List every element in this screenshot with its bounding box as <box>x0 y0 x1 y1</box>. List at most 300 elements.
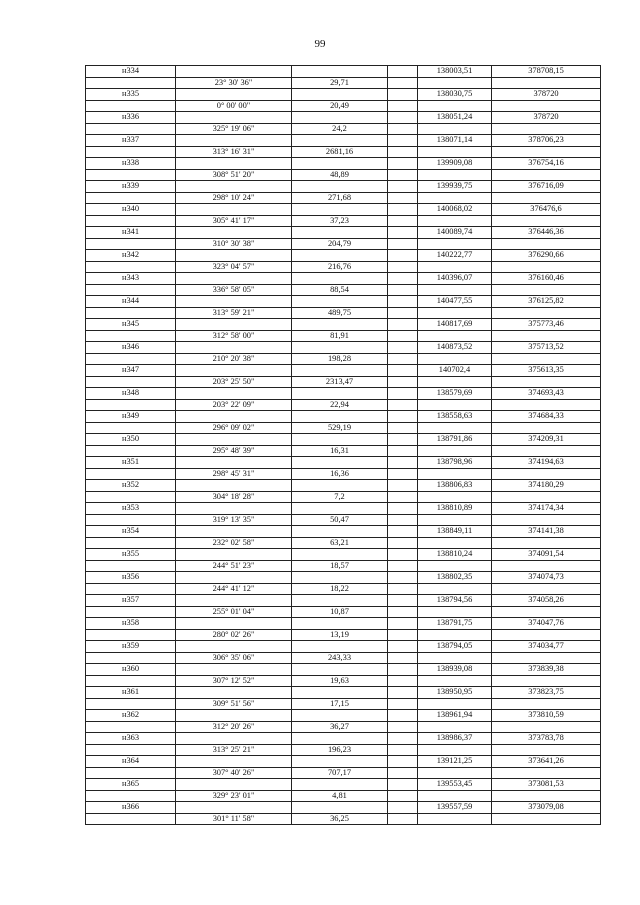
empty-cell <box>418 100 492 112</box>
empty-cell <box>388 629 418 641</box>
empty-cell <box>176 158 292 170</box>
y-coordinate: 374141,38 <box>492 526 601 538</box>
segment-length: 204,79 <box>292 238 388 250</box>
segment-row <box>86 100 601 112</box>
empty-cell <box>388 790 418 802</box>
empty-cell <box>418 399 492 411</box>
x-coordinate: 138939,08 <box>418 664 492 676</box>
x-coordinate: 140817,69 <box>418 319 492 331</box>
y-coordinate: 373823,75 <box>492 687 601 699</box>
empty-cell <box>418 744 492 756</box>
empty-cell <box>292 227 388 239</box>
point-row <box>86 526 601 538</box>
empty-cell <box>418 560 492 572</box>
point-name: н353 <box>86 503 176 515</box>
x-coordinate: 140089,74 <box>418 227 492 239</box>
empty-cell <box>418 215 492 227</box>
empty-cell <box>176 296 292 308</box>
segment-row <box>86 353 601 365</box>
empty-cell <box>388 319 418 331</box>
segment-length: 196,23 <box>292 744 388 756</box>
x-coordinate: 138986,37 <box>418 733 492 745</box>
segment-length: 24,2 <box>292 123 388 135</box>
direction-angle: 312° 20' 26" <box>176 721 292 733</box>
empty-cell <box>388 606 418 618</box>
segment-row <box>86 261 601 273</box>
point-name: н355 <box>86 549 176 561</box>
segment-row <box>86 330 601 342</box>
empty-cell <box>86 813 176 825</box>
segment-row <box>86 744 601 756</box>
empty-cell <box>388 169 418 181</box>
empty-cell <box>86 721 176 733</box>
empty-cell <box>492 514 601 526</box>
empty-cell <box>176 227 292 239</box>
empty-cell <box>492 698 601 710</box>
y-coordinate: 374209,31 <box>492 434 601 446</box>
empty-cell <box>86 698 176 710</box>
direction-angle: 305° 41' 17" <box>176 215 292 227</box>
empty-cell <box>292 572 388 584</box>
empty-cell <box>388 537 418 549</box>
x-coordinate: 140396,07 <box>418 273 492 285</box>
empty-cell <box>86 353 176 365</box>
x-coordinate: 138003,51 <box>418 66 492 78</box>
empty-cell <box>388 238 418 250</box>
empty-cell <box>418 77 492 89</box>
direction-angle: 244° 51' 23" <box>176 560 292 572</box>
empty-cell <box>388 618 418 630</box>
direction-angle: 312° 58' 00" <box>176 330 292 342</box>
segment-length: 13,19 <box>292 629 388 641</box>
segment-length: 48,89 <box>292 169 388 181</box>
empty-cell <box>492 376 601 388</box>
empty-cell <box>86 146 176 158</box>
empty-cell <box>176 802 292 814</box>
empty-cell <box>86 284 176 296</box>
x-coordinate: 139553,45 <box>418 779 492 791</box>
empty-cell <box>388 572 418 584</box>
empty-cell <box>86 629 176 641</box>
direction-angle: 308° 51' 20" <box>176 169 292 181</box>
point-row <box>86 572 601 584</box>
y-coordinate: 378720 <box>492 89 601 101</box>
direction-angle: 203° 25' 50" <box>176 376 292 388</box>
point-name: н362 <box>86 710 176 722</box>
empty-cell <box>418 353 492 365</box>
empty-cell <box>292 733 388 745</box>
empty-cell <box>388 480 418 492</box>
empty-cell <box>418 330 492 342</box>
empty-cell <box>492 790 601 802</box>
empty-cell <box>292 411 388 423</box>
coordinates-table <box>85 65 601 825</box>
empty-cell <box>86 215 176 227</box>
point-row <box>86 204 601 216</box>
empty-cell <box>388 710 418 722</box>
empty-cell <box>176 342 292 354</box>
empty-cell <box>86 537 176 549</box>
empty-cell <box>492 261 601 273</box>
y-coordinate: 376754,16 <box>492 158 601 170</box>
segment-row <box>86 514 601 526</box>
segment-row <box>86 813 601 825</box>
point-name: н351 <box>86 457 176 469</box>
direction-angle: 301° 11' 58" <box>176 813 292 825</box>
coordinates-table-body <box>86 66 601 825</box>
empty-cell <box>292 112 388 124</box>
segment-row <box>86 376 601 388</box>
empty-cell <box>86 491 176 503</box>
empty-cell <box>292 687 388 699</box>
empty-cell <box>492 606 601 618</box>
empty-cell <box>86 192 176 204</box>
empty-cell <box>86 468 176 480</box>
empty-cell <box>86 675 176 687</box>
y-coordinate: 373839,38 <box>492 664 601 676</box>
segment-length: 17,15 <box>292 698 388 710</box>
empty-cell <box>492 77 601 89</box>
empty-cell <box>492 583 601 595</box>
point-row <box>86 457 601 469</box>
segment-length: 271,68 <box>292 192 388 204</box>
empty-cell <box>492 353 601 365</box>
segment-row <box>86 445 601 457</box>
point-name: н350 <box>86 434 176 446</box>
y-coordinate: 376446,36 <box>492 227 601 239</box>
empty-cell <box>388 422 418 434</box>
empty-cell <box>418 123 492 135</box>
empty-cell <box>176 250 292 262</box>
y-coordinate: 374194,63 <box>492 457 601 469</box>
y-coordinate: 374091,54 <box>492 549 601 561</box>
x-coordinate: 138051,24 <box>418 112 492 124</box>
empty-cell <box>176 181 292 193</box>
empty-cell <box>388 388 418 400</box>
x-coordinate: 138579,69 <box>418 388 492 400</box>
point-row <box>86 733 601 745</box>
empty-cell <box>418 790 492 802</box>
point-name: н365 <box>86 779 176 791</box>
empty-cell <box>176 641 292 653</box>
empty-cell <box>292 480 388 492</box>
empty-cell <box>388 721 418 733</box>
empty-cell <box>492 123 601 135</box>
empty-cell <box>418 675 492 687</box>
empty-cell <box>388 514 418 526</box>
empty-cell <box>388 284 418 296</box>
segment-length: 50,47 <box>292 514 388 526</box>
empty-cell <box>388 89 418 101</box>
segment-row <box>86 77 601 89</box>
empty-cell <box>418 537 492 549</box>
empty-cell <box>176 204 292 216</box>
point-name: н347 <box>86 365 176 377</box>
empty-cell <box>388 273 418 285</box>
point-name: н348 <box>86 388 176 400</box>
point-row <box>86 503 601 515</box>
empty-cell <box>292 181 388 193</box>
direction-angle: 309° 51' 56" <box>176 698 292 710</box>
empty-cell <box>292 457 388 469</box>
point-name: н349 <box>86 411 176 423</box>
empty-cell <box>292 802 388 814</box>
segment-row <box>86 491 601 503</box>
empty-cell <box>492 238 601 250</box>
empty-cell <box>176 664 292 676</box>
direction-angle: 319° 13' 35" <box>176 514 292 526</box>
point-row <box>86 779 601 791</box>
empty-cell <box>176 273 292 285</box>
empty-cell <box>388 215 418 227</box>
empty-cell <box>176 779 292 791</box>
direction-angle: 323° 04' 57" <box>176 261 292 273</box>
empty-cell <box>418 721 492 733</box>
empty-cell <box>86 744 176 756</box>
empty-cell <box>176 434 292 446</box>
empty-cell <box>388 687 418 699</box>
direction-angle: 304° 18' 28" <box>176 491 292 503</box>
empty-cell <box>292 503 388 515</box>
point-name: н352 <box>86 480 176 492</box>
empty-cell <box>418 284 492 296</box>
empty-cell <box>86 422 176 434</box>
empty-cell <box>292 549 388 561</box>
point-name: н334 <box>86 66 176 78</box>
empty-cell <box>388 434 418 446</box>
empty-cell <box>176 618 292 630</box>
empty-cell <box>418 169 492 181</box>
empty-cell <box>418 445 492 457</box>
x-coordinate: 139121,25 <box>418 756 492 768</box>
direction-angle: 307° 40' 26" <box>176 767 292 779</box>
y-coordinate: 374047,76 <box>492 618 601 630</box>
segment-length: 7,2 <box>292 491 388 503</box>
segment-row <box>86 652 601 664</box>
empty-cell <box>86 514 176 526</box>
empty-cell <box>388 330 418 342</box>
empty-cell <box>492 445 601 457</box>
segment-length: 18,22 <box>292 583 388 595</box>
empty-cell <box>418 238 492 250</box>
empty-cell <box>418 422 492 434</box>
empty-cell <box>388 491 418 503</box>
direction-angle: 313° 25' 21" <box>176 744 292 756</box>
segment-length: 22,94 <box>292 399 388 411</box>
point-row <box>86 296 601 308</box>
direction-angle: 203° 22' 09" <box>176 399 292 411</box>
segment-length: 20,49 <box>292 100 388 112</box>
empty-cell <box>418 767 492 779</box>
point-name: н358 <box>86 618 176 630</box>
direction-angle: 336° 58' 05" <box>176 284 292 296</box>
empty-cell <box>86 767 176 779</box>
empty-cell <box>492 399 601 411</box>
empty-cell <box>492 813 601 825</box>
empty-cell <box>388 181 418 193</box>
empty-cell <box>492 560 601 572</box>
empty-cell <box>388 733 418 745</box>
empty-cell <box>418 514 492 526</box>
empty-cell <box>292 756 388 768</box>
empty-cell <box>292 595 388 607</box>
point-row <box>86 411 601 423</box>
empty-cell <box>492 629 601 641</box>
empty-cell <box>86 238 176 250</box>
x-coordinate: 138849,11 <box>418 526 492 538</box>
y-coordinate: 374034,77 <box>492 641 601 653</box>
x-coordinate: 138950,95 <box>418 687 492 699</box>
empty-cell <box>86 652 176 664</box>
empty-cell <box>418 376 492 388</box>
direction-angle: 329° 23' 01" <box>176 790 292 802</box>
y-coordinate: 374058,26 <box>492 595 601 607</box>
x-coordinate: 138810,89 <box>418 503 492 515</box>
empty-cell <box>292 273 388 285</box>
segment-length: 36,25 <box>292 813 388 825</box>
empty-cell <box>418 307 492 319</box>
empty-cell <box>388 698 418 710</box>
empty-cell <box>86 100 176 112</box>
empty-cell <box>176 457 292 469</box>
empty-cell <box>388 261 418 273</box>
segment-length: 36,27 <box>292 721 388 733</box>
direction-angle: 210° 20' 38" <box>176 353 292 365</box>
empty-cell <box>492 284 601 296</box>
empty-cell <box>292 710 388 722</box>
y-coordinate: 374180,29 <box>492 480 601 492</box>
empty-cell <box>388 641 418 653</box>
point-name: н336 <box>86 112 176 124</box>
direction-angle: 298° 10' 24" <box>176 192 292 204</box>
empty-cell <box>388 250 418 262</box>
x-coordinate: 138558,63 <box>418 411 492 423</box>
point-row <box>86 618 601 630</box>
y-coordinate: 373081,53 <box>492 779 601 791</box>
empty-cell <box>492 192 601 204</box>
y-coordinate: 378720 <box>492 112 601 124</box>
x-coordinate: 139939,75 <box>418 181 492 193</box>
segment-length: 19,63 <box>292 675 388 687</box>
empty-cell <box>292 618 388 630</box>
x-coordinate: 138798,96 <box>418 457 492 469</box>
point-row <box>86 319 601 331</box>
segment-row <box>86 537 601 549</box>
empty-cell <box>86 606 176 618</box>
direction-angle: 298° 45' 31" <box>176 468 292 480</box>
x-coordinate: 138791,86 <box>418 434 492 446</box>
segment-row <box>86 422 601 434</box>
empty-cell <box>176 526 292 538</box>
point-row <box>86 66 601 78</box>
empty-cell <box>388 365 418 377</box>
y-coordinate: 375713,52 <box>492 342 601 354</box>
y-coordinate: 373810,59 <box>492 710 601 722</box>
empty-cell <box>176 733 292 745</box>
segment-length: 2313,47 <box>292 376 388 388</box>
segment-row <box>86 215 601 227</box>
segment-length: 4,81 <box>292 790 388 802</box>
empty-cell <box>492 146 601 158</box>
y-coordinate: 373079,08 <box>492 802 601 814</box>
y-coordinate: 375613,35 <box>492 365 601 377</box>
point-row <box>86 250 601 262</box>
point-name: н359 <box>86 641 176 653</box>
point-row <box>86 365 601 377</box>
empty-cell <box>418 813 492 825</box>
point-name: н360 <box>86 664 176 676</box>
direction-angle: 0° 00' 00" <box>176 100 292 112</box>
empty-cell <box>388 744 418 756</box>
empty-cell <box>176 756 292 768</box>
segment-row <box>86 307 601 319</box>
y-coordinate: 374074,73 <box>492 572 601 584</box>
empty-cell <box>492 767 601 779</box>
empty-cell <box>388 457 418 469</box>
empty-cell <box>292 388 388 400</box>
point-name: н342 <box>86 250 176 262</box>
point-row <box>86 480 601 492</box>
segment-length: 489,75 <box>292 307 388 319</box>
y-coordinate: 376290,66 <box>492 250 601 262</box>
empty-cell <box>388 560 418 572</box>
point-row <box>86 641 601 653</box>
segment-length: 2681,16 <box>292 146 388 158</box>
empty-cell <box>418 606 492 618</box>
empty-cell <box>492 330 601 342</box>
x-coordinate: 138794,56 <box>418 595 492 607</box>
point-row <box>86 89 601 101</box>
segment-row <box>86 560 601 572</box>
point-name: н345 <box>86 319 176 331</box>
point-row <box>86 710 601 722</box>
empty-cell <box>388 503 418 515</box>
x-coordinate: 138794,05 <box>418 641 492 653</box>
empty-cell <box>86 307 176 319</box>
point-row <box>86 112 601 124</box>
y-coordinate: 376476,6 <box>492 204 601 216</box>
point-row <box>86 549 601 561</box>
empty-cell <box>176 135 292 147</box>
y-coordinate: 373783,78 <box>492 733 601 745</box>
empty-cell <box>492 537 601 549</box>
empty-cell <box>418 468 492 480</box>
direction-angle: 23° 30' 36" <box>176 77 292 89</box>
x-coordinate: 140477,55 <box>418 296 492 308</box>
empty-cell <box>176 112 292 124</box>
segment-row <box>86 238 601 250</box>
x-coordinate: 140873,52 <box>418 342 492 354</box>
empty-cell <box>388 353 418 365</box>
empty-cell <box>86 376 176 388</box>
segment-row <box>86 583 601 595</box>
empty-cell <box>292 319 388 331</box>
point-row <box>86 802 601 814</box>
x-coordinate: 138810,24 <box>418 549 492 561</box>
empty-cell <box>492 422 601 434</box>
segment-length: 216,76 <box>292 261 388 273</box>
empty-cell <box>388 549 418 561</box>
segment-row <box>86 767 601 779</box>
segment-row <box>86 399 601 411</box>
empty-cell <box>176 89 292 101</box>
page-number: 99 <box>314 38 326 50</box>
y-coordinate: 375773,46 <box>492 319 601 331</box>
empty-cell <box>292 204 388 216</box>
empty-cell <box>176 66 292 78</box>
empty-cell <box>388 675 418 687</box>
segment-row <box>86 123 601 135</box>
